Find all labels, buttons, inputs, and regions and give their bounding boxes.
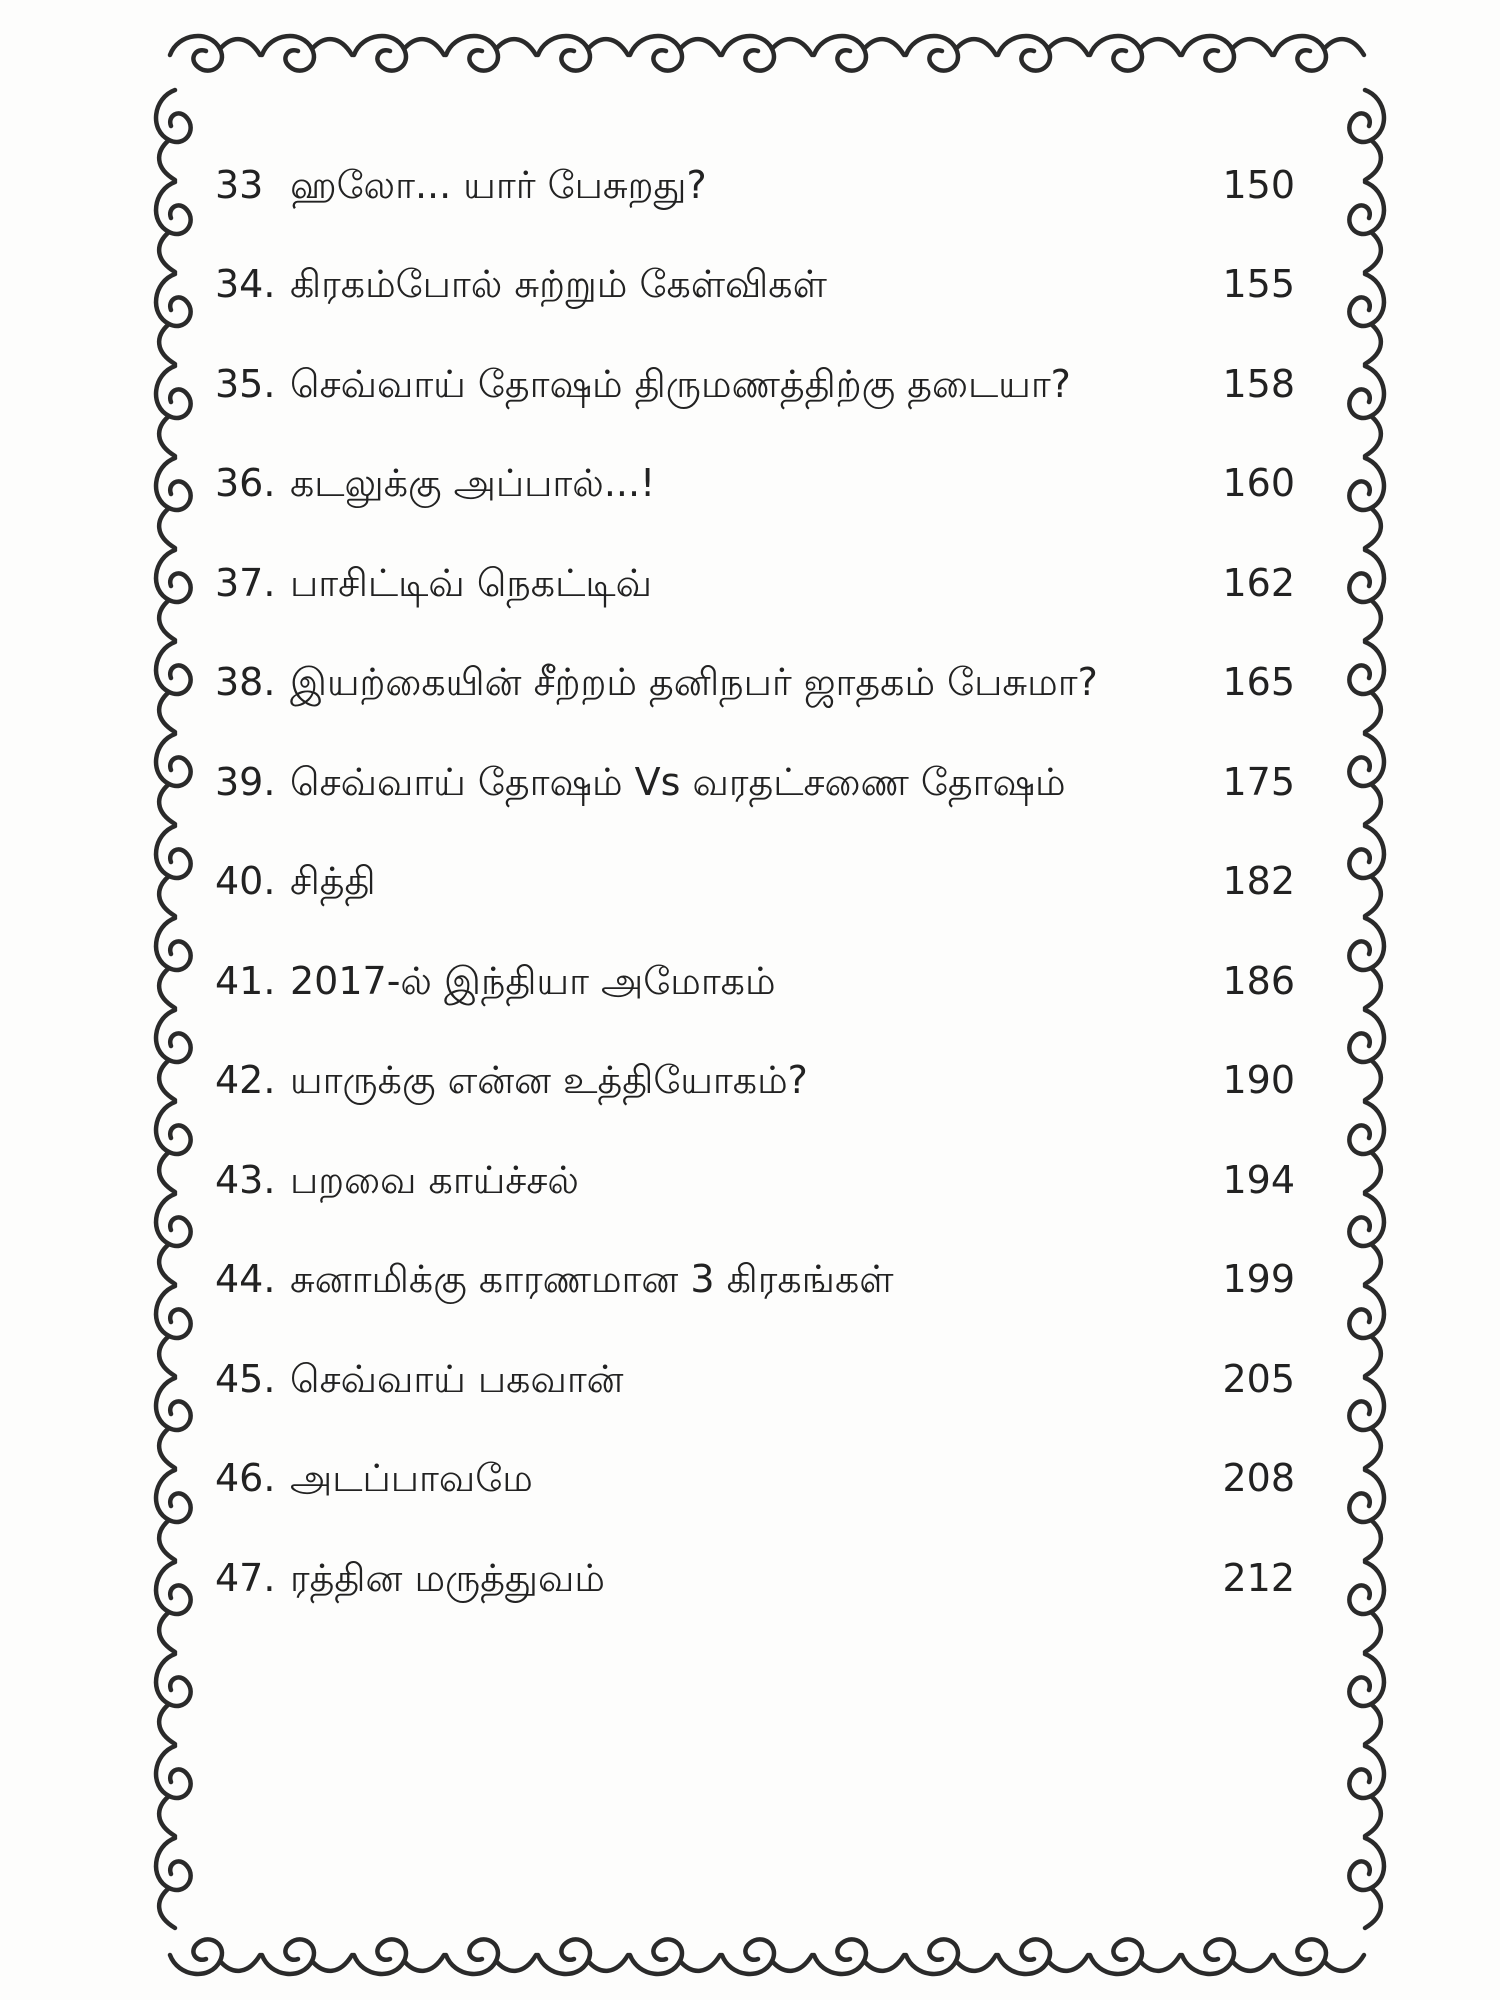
toc-entry-page: 158 [1222, 361, 1295, 406]
toc-entry-title: கடலுக்கு அப்பால்...! [290, 461, 656, 506]
toc-entry [215, 533, 1295, 633]
toc-entry-number: 34. [215, 262, 276, 307]
toc-entry-title: கிரகம்போல் சுற்றும் கேள்விகள் [290, 262, 827, 307]
toc-entry-title: பாசிட்டிவ் நெகட்டிவ் [290, 560, 652, 605]
toc-entry-number: 36. [215, 461, 276, 506]
toc-entry-page: 199 [1222, 1257, 1295, 1302]
toc-entry-number: 40. [215, 859, 276, 904]
toc-entry [215, 1230, 1295, 1330]
toc-entry-page: 212 [1222, 1555, 1295, 1600]
toc-entry [215, 334, 1295, 434]
toc-entry-title: அடப்பாவமே [290, 1456, 533, 1501]
toc-entry-page: 182 [1222, 859, 1295, 904]
toc-entry [215, 235, 1295, 335]
toc-entry [215, 1329, 1295, 1429]
toc-entry-page: 208 [1222, 1456, 1295, 1501]
toc-entry-page: 155 [1222, 262, 1295, 307]
toc-entry-title: பறவை காய்ச்சல் [290, 1157, 579, 1202]
toc-entry-title: இயற்கையின் சீற்றம் தனிநபர் ஜாதகம் பேசுமா? [290, 660, 1098, 705]
toc-entry [215, 1130, 1295, 1230]
toc-entry [215, 135, 1295, 235]
toc-entry-title: ஹலோ... யார் பேசுறது? [290, 162, 707, 207]
toc-entry-title: சுனாமிக்கு காரணமான 3 கிரகங்கள் [290, 1257, 894, 1302]
toc-entry [215, 1031, 1295, 1131]
toc-entry [215, 931, 1295, 1031]
toc-entry-page: 190 [1222, 1058, 1295, 1103]
toc-entry-title: செவ்வாய் தோஷம் Vs வரதட்சணை தோஷம் [290, 759, 1066, 804]
toc-entry-page: 194 [1222, 1157, 1295, 1202]
toc-entry-page: 160 [1222, 461, 1295, 506]
toc-entry [215, 832, 1295, 932]
toc-entry-number: 47. [215, 1555, 276, 1600]
toc-entry-number: 39. [215, 759, 276, 804]
toc-entry-page: 186 [1222, 958, 1295, 1003]
toc-entry-title: ரத்தின மருத்துவம் [290, 1555, 605, 1600]
toc-entry-number: 38. [215, 660, 276, 705]
toc-entry-title: யாருக்கு என்ன உத்தியோகம்? [290, 1058, 808, 1103]
toc-entry-title: 2017-ல் இந்தியா அமோகம் [290, 958, 776, 1003]
toc-entry [215, 434, 1295, 534]
toc-entry-title: சித்தி [290, 859, 376, 904]
toc-entry-page: 150 [1222, 162, 1295, 207]
toc-entry [215, 732, 1295, 832]
toc-entry-number: 44. [215, 1257, 276, 1302]
toc-entry-page: 165 [1222, 660, 1295, 705]
toc-entry [215, 1528, 1295, 1628]
toc-entry-page: 162 [1222, 560, 1295, 605]
toc-entry-page: 175 [1222, 759, 1295, 804]
toc-entry-number: 37. [215, 560, 276, 605]
toc-entry-number: 46. [215, 1456, 276, 1501]
toc-entry-number: 45. [215, 1356, 276, 1401]
toc-entry-number: 43. [215, 1157, 276, 1202]
toc-entry [215, 633, 1295, 733]
toc-entry [215, 1429, 1295, 1529]
toc-entry-number: 41. [215, 958, 276, 1003]
toc-entry-title: செவ்வாய் பகவான் [290, 1356, 624, 1401]
toc-entry-number: 42. [215, 1058, 276, 1103]
toc-entry-number: 33 [215, 162, 264, 207]
toc-entry-number: 35. [215, 361, 276, 406]
table-of-contents [215, 135, 1295, 1628]
toc-entry-page: 205 [1222, 1356, 1295, 1401]
toc-entry-title: செவ்வாய் தோஷம் திருமணத்திற்கு தடையா? [290, 361, 1071, 406]
